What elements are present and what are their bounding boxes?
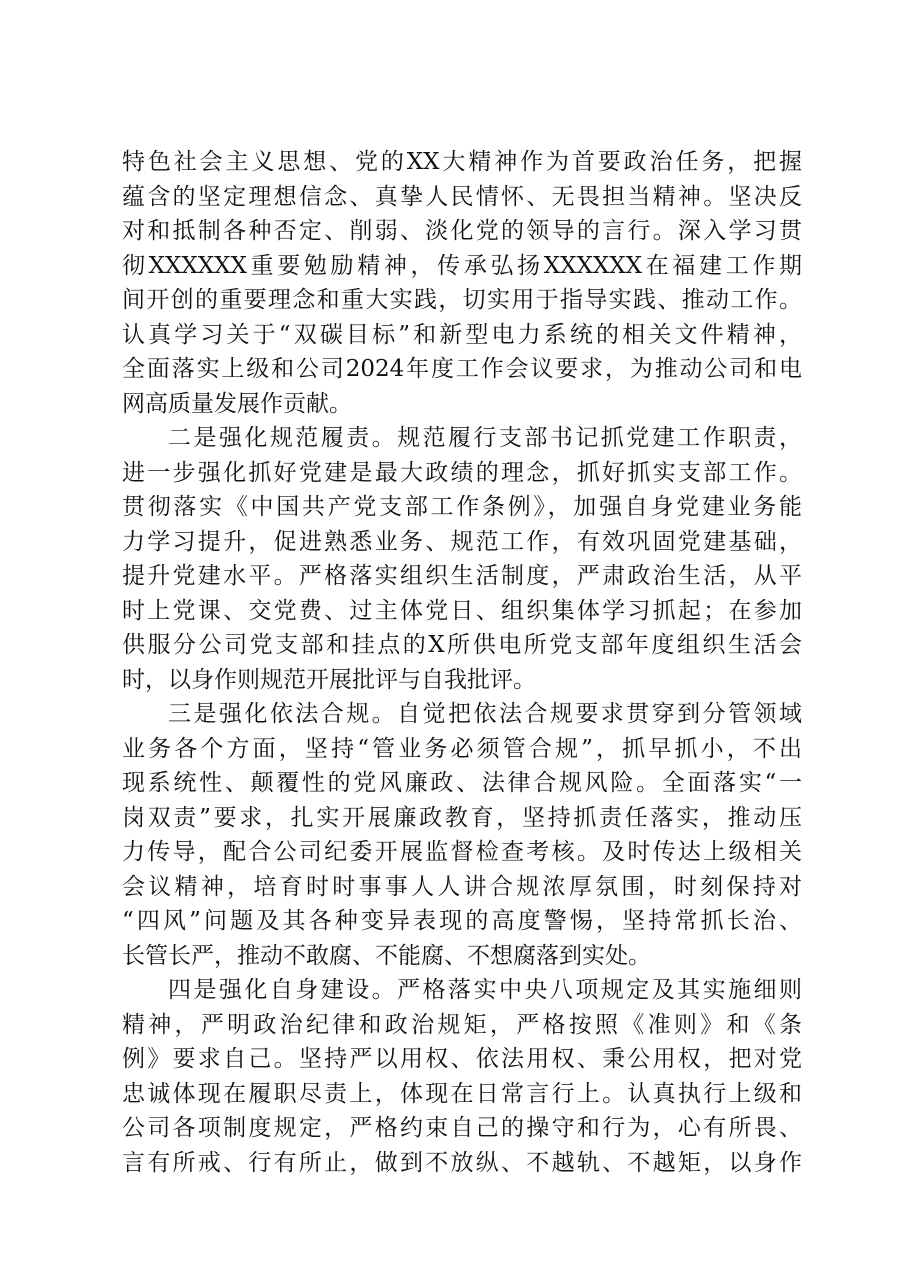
text-line: 力传导，配合公司纪委开展监督检查考核。及时传达上级相关 (122, 839, 802, 865)
text-line: 对和抵制各种否定、削弱、淡化党的领导的言行。深入学习贯 (122, 218, 802, 244)
text-line: 公司各项制度规定，严格约束自己的操守和行为，心有所畏、 (122, 1115, 802, 1141)
document-body (122, 145, 802, 1180)
paragraph-2 (122, 421, 802, 697)
text-line: 现系统性、颠覆性的党风廉政、法律合规风险。全面落实“一 (122, 770, 802, 796)
text-line: 长管长严，推动不敢腐、不能腐、不想腐落到实处。 (122, 942, 651, 969)
paragraph-4 (122, 973, 802, 1180)
text-line: 业务各个方面，坚持“管业务必须管合规”，抓早抓小，不出 (122, 735, 802, 762)
text-line: “四风”问题及其各种变异表现的高度警惕，坚持常抓长治、 (122, 908, 802, 934)
text-line: 三是强化依法合规。自觉把依法合规要求贯穿到分管领域 (168, 701, 802, 727)
text-line: 贯彻落实《中国共产党支部工作条例》，加强自身党建业务能 (122, 494, 802, 520)
text-line: 四是强化自身建设。严格落实中央八项规定及其实施细则 (168, 977, 802, 1003)
text-line: 二是强化规范履责。规范履行支部书记抓党建工作职责， (168, 425, 802, 451)
text-line: 精神，严明政治纪律和政治规矩，严格按照《准则》和《条 (122, 1011, 802, 1038)
text-line: 认真学习关于“双碳目标”和新型电力系统的相关文件精神， (122, 321, 802, 348)
paragraph-1 (122, 145, 802, 421)
text-line: 时，以身作则规范开展批评与自我批评。 (122, 666, 536, 693)
text-line: 力学习提升，促进熟悉业务、规范工作，有效巩固党建基础， (122, 528, 802, 555)
text-line: 全面落实上级和公司2024年度工作会议要求，为推动公司和电 (122, 356, 802, 382)
text-line: 供服分公司党支部和挂点的X所供电所党支部年度组织生活会 (122, 632, 802, 658)
text-line: 特色社会主义思想、党的XX大精神作为首要政治任务，把握 (122, 149, 802, 175)
text-line: 提升党建水平。严格落实组织生活制度，严肃政治生活，从平 (122, 563, 802, 589)
text-line: 蕴含的坚定理想信念、真挚人民情怀、无畏担当精神。坚决反 (122, 183, 802, 210)
text-line: 例》要求自己。坚持严以用权、依法用权、秉公用权，把对党 (122, 1046, 802, 1072)
text-line: 彻XXXXXX重要勉励精神，传承弘扬XXXXXX在福建工作期 (122, 252, 802, 279)
text-line: 进一步强化抓好党建是最大政绩的理念，抓好抓实支部工作。 (122, 459, 802, 486)
text-line: 忠诚体现在履职尽责上，体现在日常言行上。认真执行上级和 (122, 1080, 802, 1107)
text-line: 岗双责”要求，扎实开展廉政教育，坚持抓责任落实，推动压 (122, 804, 802, 831)
text-line: 言有所戒、行有所止，做到不放纵、不越轨、不越矩，以身作 (122, 1149, 802, 1176)
text-line: 间开创的重要理念和重大实践，切实用于指导实践、推动工作。 (122, 287, 802, 313)
text-line: 时上党课、交党费、过主体党日、组织集体学习抓起；在参加 (122, 597, 802, 624)
paragraph-3 (122, 697, 802, 973)
text-line: 会议精神，培育时时事事人人讲合规浓厚氛围，时刻保持对 (122, 873, 802, 900)
text-line: 网高质量发展作贡献。 (122, 390, 352, 417)
